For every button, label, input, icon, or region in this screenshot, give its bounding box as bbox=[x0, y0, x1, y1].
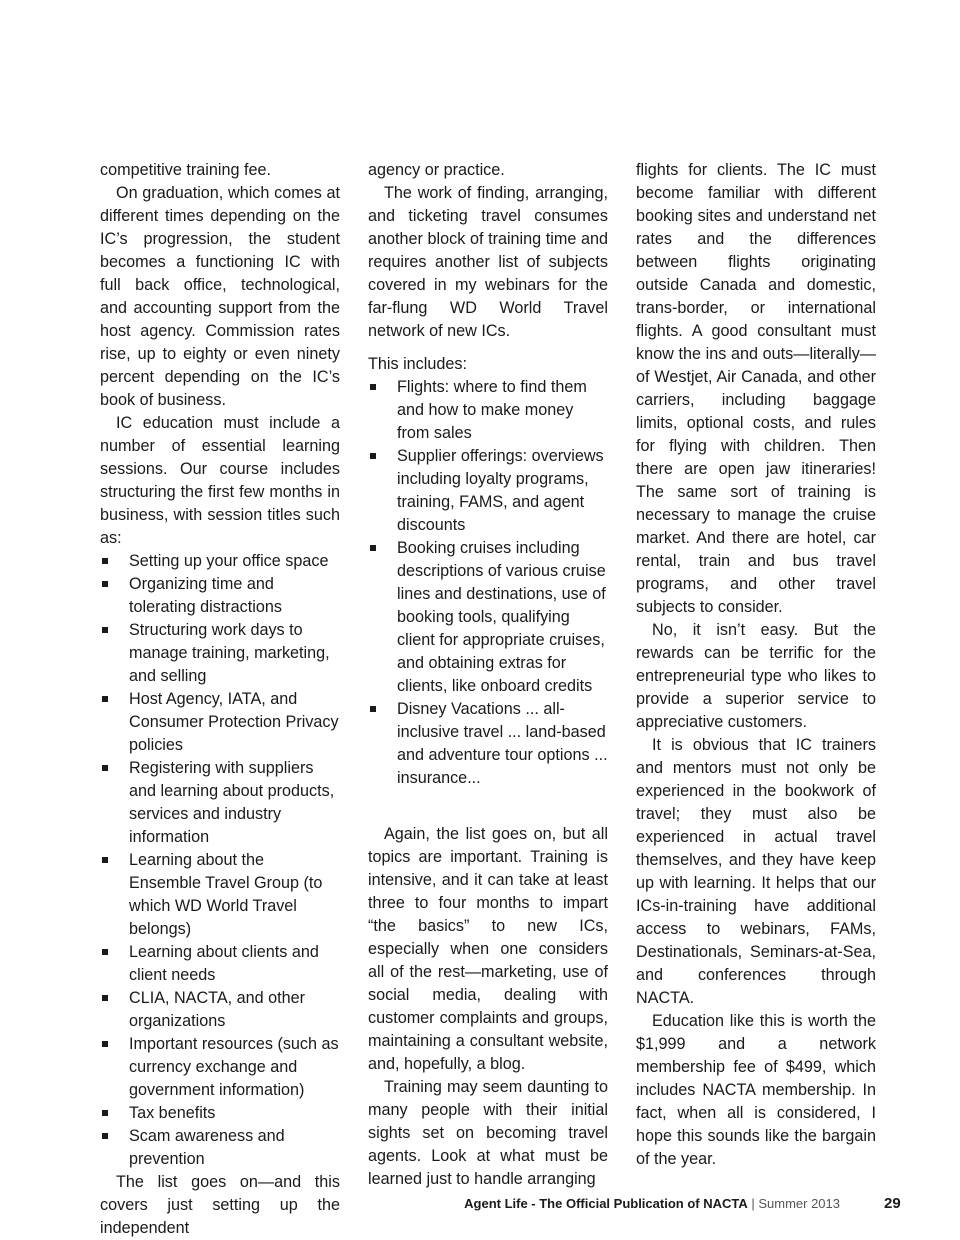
page-footer bbox=[0, 1192, 960, 1216]
footer-publication-line bbox=[464, 1192, 840, 1216]
list-item: Learning about clients and client needs bbox=[100, 941, 340, 987]
publication-title: Agent Life - The Official Publication of NACTA bbox=[464, 1196, 748, 1211]
list-item: Important resources (such as currency exchange and government information) bbox=[100, 1033, 340, 1102]
paragraph: The work of finding, arranging, and ticketing travel consumes another block of training time and requires another list of subjects covered in my webinars for the far-flung WD World Travel network of new ICs. bbox=[368, 184, 608, 340]
article-column-1 bbox=[100, 159, 340, 1240]
list-item: Organizing time and tolerating distractions bbox=[100, 573, 340, 619]
list-item: CLIA, NACTA, and other organizations bbox=[100, 987, 340, 1033]
list-item: Tax benefits bbox=[100, 1102, 340, 1125]
list-item: Disney Vacations ... all-inclusive travel ... land-based and adventure tour options ... insurance... bbox=[368, 698, 608, 790]
paragraph: agency or practice. bbox=[368, 161, 505, 179]
paragraph: It is obvious that IC trainers and mentors must not only be experienced in the bookwork of travel; they must also be experienced in actual travel themselves, and they have keep up with learning. It helps that our ICs-in-training have additional access to webinars, FAMs, Destinationals, Seminars-at-Sea, and conferences through NACTA. bbox=[636, 736, 876, 1007]
list-item: Scam awareness and prevention bbox=[100, 1125, 340, 1171]
session-titles-list bbox=[100, 550, 340, 1171]
paragraph: IC education must include a number of essential learning sessions. Our course includes structuring the first few months in business, with session titles such as: bbox=[100, 414, 340, 547]
webinar-topics-list bbox=[368, 376, 608, 790]
list-item: Structuring work days to manage training, marketing, and selling bbox=[100, 619, 340, 688]
paragraph: flights for clients. The IC must become familiar with different booking sites and understand net rates and the differences between flights originating outside Canada and domestic, trans-border, or international flights. A good consultant must know the ins and outs—literally—of Westjet, Air Canada, and other carriers, including baggage limits, optional costs, and rules for flying with children. Then there are open jaw itineraries! The same sort of training is necessary to manage the cruise market. And there are hotel, car rental, train and bus travel programs, and other travel subjects to consider. bbox=[636, 161, 876, 616]
paragraph: The list goes on—and this covers just setting up the independent bbox=[100, 1173, 340, 1237]
list-item: Flights: where to find them and how to make money from sales bbox=[368, 376, 608, 445]
paragraph: Education like this is worth the $1,999 and a network membership fee of $499, which includes NACTA membership. In fact, when all is considered, I hope this sounds like the bargain of the year. bbox=[636, 1012, 876, 1168]
list-item: Registering with suppliers and learning about products, services and industry information bbox=[100, 757, 340, 849]
paragraph: competitive training fee. bbox=[100, 161, 271, 179]
article-column-3 bbox=[636, 159, 876, 1171]
article-column-2 bbox=[368, 159, 608, 1191]
list-item: Setting up your office space bbox=[100, 550, 340, 573]
paragraph: Training may seem daunting to many people with their initial sights set on becoming travel agents. Look at what must be learned just to handle arranging bbox=[368, 1078, 608, 1188]
paragraph: No, it isn’t easy. But the rewards can be terrific for the entrepreneurial type who likes to provide a superior service to appreciative customers. bbox=[636, 621, 876, 731]
list-item: Booking cruises including descriptions of various cruise lines and destinations, use of booking tools, qualifying client for appropriate cruises, and obtaining extras for clients, like onboard credits bbox=[368, 537, 608, 698]
paragraph: Again, the list goes on, but all topics are important. Training is intensive, and it can take at least three to four months to impart “the basics” to new ICs, especially when one considers all of the rest—marketing, use of social media, dealing with customer complaints and groups, maintaining a consultant website, and, hopefully, a blog. bbox=[368, 825, 608, 1073]
list-item: Supplier offerings: overviews including loyalty programs, training, FAMS, and agent discounts bbox=[368, 445, 608, 537]
page-number: 29 bbox=[884, 1195, 901, 1212]
issue-date: Summer 2013 bbox=[758, 1196, 840, 1211]
list-item: Learning about the Ensemble Travel Group (to which WD World Travel belongs) bbox=[100, 849, 340, 941]
footer-separator: | bbox=[747, 1196, 759, 1211]
list-item: Host Agency, IATA, and Consumer Protection Privacy policies bbox=[100, 688, 340, 757]
list-intro: This includes: bbox=[368, 355, 467, 373]
paragraph: On graduation, which comes at different times depending on the IC’s progression, the student becomes a functioning IC with full back office, technological, and accounting support from the host agency. Commission rates rise, up to eighty or even ninety percent depending on the IC’s book of business. bbox=[100, 184, 340, 409]
